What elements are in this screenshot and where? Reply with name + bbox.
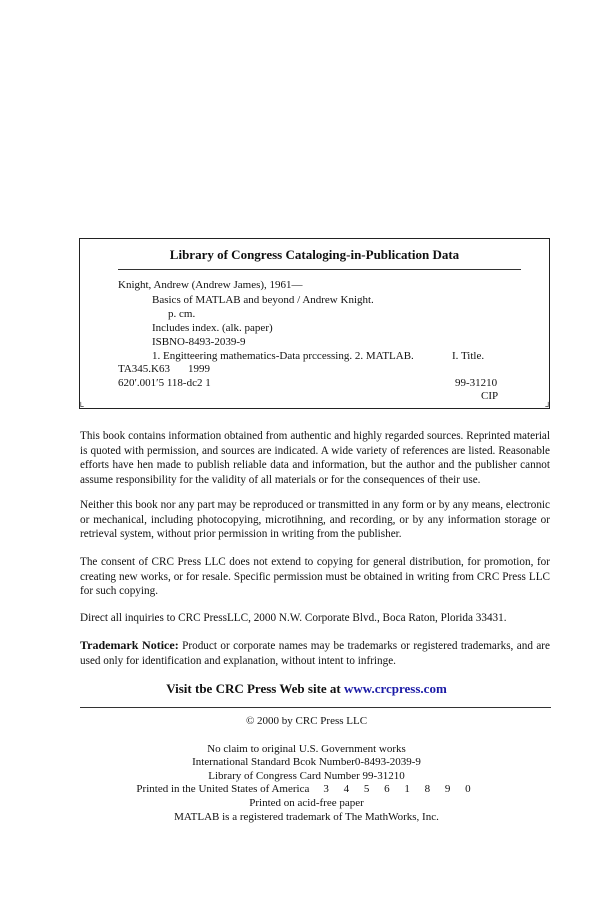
paragraph-reproduction: Neither this book nor any part may be reproduced or transmitted in any form or by any means, electronic or mechanical, including photocopying, microtihning, and recording, or by any information storage or retrieval system, without prior permission in writing from the publisher. xyxy=(80,499,550,541)
matlab-trademark-line: MATLAB is a registered trademark of The MathWorks, Inc. xyxy=(174,811,439,823)
cip-author: Knight, Andrew (Andrew James), 1961— xyxy=(118,279,303,291)
corner-mark-left: └ xyxy=(78,402,84,411)
cip-dewey: 620′.001′5 118-dc2 1 xyxy=(118,377,211,389)
trademark-label: Trademark Notice: xyxy=(80,638,179,652)
cip-isbn: ISBNO-8493-2039-9 xyxy=(152,336,246,348)
cip-includes: Includes index. (alk. paper) xyxy=(152,322,273,334)
printing-numbers: 3 4 5 6 1 8 9 0 xyxy=(323,783,477,795)
website-line xyxy=(0,681,613,697)
printed-line xyxy=(0,783,613,795)
cip-pages: p. cm. xyxy=(168,308,196,320)
colophon-rule xyxy=(80,707,551,708)
cip-title-entry: I. Title. xyxy=(452,350,485,362)
paragraph-sources: This book contains information obtained from authentic and highly regarded sources. Reprinted material is quoted with permission, and sources are indicated. A wide variety of references are listed. Reasonable efforts have hen made to publish reliable data and information, but the author and the publisher cannot assume responsibility for the validity of all materials or for the consequences of their use. xyxy=(80,430,550,486)
cip-subjects: 1. Engitteering mathematics-Data prccessing. 2. MATLAB. xyxy=(152,350,414,362)
cip-book-title: Basics of MATLAB and beyond / Andrew Knight. xyxy=(152,294,374,306)
copyright-line: © 2000 by CRC Press LLC xyxy=(245,715,368,727)
corner-mark-right: ┘ xyxy=(545,402,551,411)
isbn-line: International Standard Bcok Number0-8493-2039-9 xyxy=(192,756,421,768)
website-prefix: Visit tbe CRC Press Web site at xyxy=(166,681,341,696)
printed-usa: Printed in the United States of America xyxy=(136,783,310,795)
lc-card-line: Library of Congress Card Number 99-31210 xyxy=(208,770,405,782)
acid-free-line: Printed on acid-free paper xyxy=(249,797,364,809)
cip-call-number: TA345.K63 xyxy=(118,363,170,375)
cip-data-box xyxy=(79,238,550,409)
government-claim: No claim to original U.S. Government works xyxy=(207,743,406,755)
website-link[interactable]: www.crcpress.com xyxy=(344,681,447,696)
paragraph-consent: The consent of CRC Press LLC does not extend to copying for general distribution, for promotion, for creating new works, or for resale. Specific permission must be obtained in writing from CRC Press LLC for such copying. xyxy=(80,556,550,598)
paragraph-inquiries: Direct all inquiries to CRC PressLLC, 2000 N.W. Corporate Blvd., Boca Raton, Plorida 33431. xyxy=(80,612,507,624)
cip-title: Library of Congress Cataloging-in-Publication Data xyxy=(169,247,460,262)
cip-title-rule xyxy=(118,269,521,270)
paragraph-trademark xyxy=(80,638,550,668)
cip-lccn: 99-31210 xyxy=(455,377,498,389)
cip-label: CIP xyxy=(481,390,499,402)
trademark-text: Product or corporate names may be trademarks or registered trademarks, and are used only for identification and explanation, without intent to infringe. xyxy=(80,640,550,667)
cip-call-year: 1999 xyxy=(188,363,210,375)
